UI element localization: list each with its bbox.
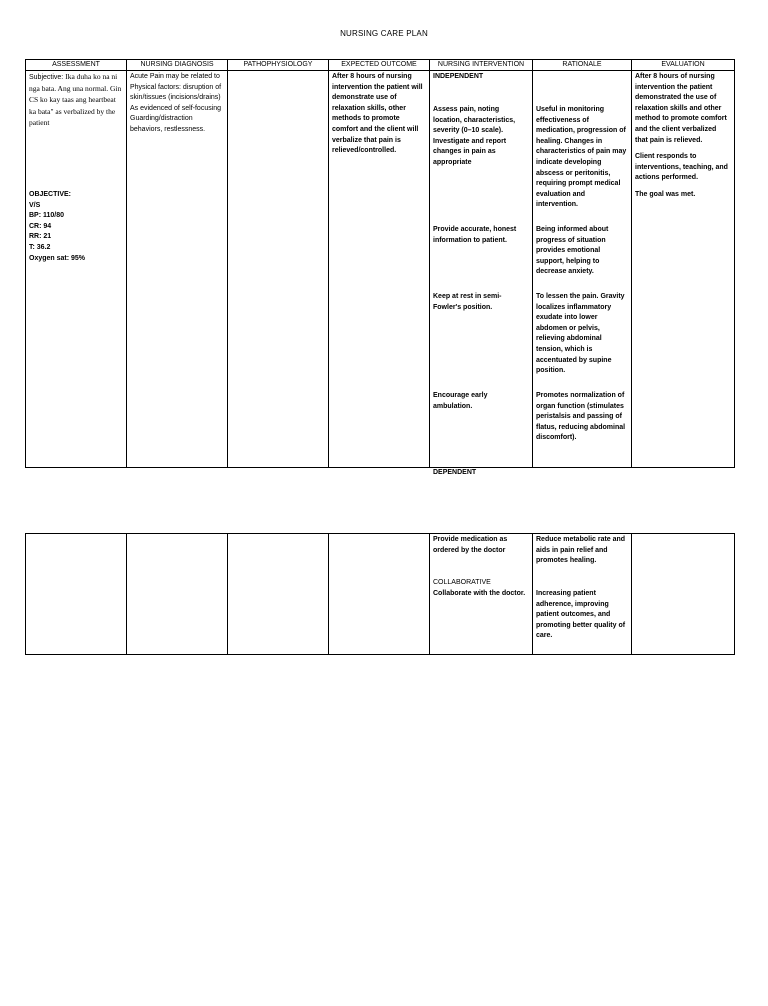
assessment-cell: [26, 71, 127, 468]
header-evaluation: EVALUATION: [632, 60, 735, 71]
care-plan-row-continued: [26, 534, 735, 655]
page-title: NURSING CARE PLAN: [340, 29, 428, 38]
evaluation-outcome: After 8 hours of nursing intervention the patient demonstrated the use of relaxation skills and other method to promote comfort and the client verbalized that pain is relieved.: [635, 73, 727, 144]
rationale-monitoring: Useful in monitoring effectiveness of medication, progression of healing. Changes in characteristics of pain may indicate developing abscess or peritonitis, requiring prompt medical evaluation and intervention.: [536, 106, 627, 209]
header-pathophysiology: PATHOPHYSIOLOGY: [228, 60, 329, 71]
vital-signs-label: V/S: [29, 201, 41, 209]
assessment-cell-continued: [26, 534, 127, 655]
objective-label: OBJECTIVE:: [29, 190, 72, 198]
rationale-informed: Being informed about progress of situation provides emotional support, helping to decrease anxiety.: [536, 226, 609, 276]
nursing-diagnosis-cell: [127, 71, 228, 468]
rationale-lessen-pain: To lessen the pain. Gravity localizes inflammatory exudate into lower abdomen or pelvis, relieving abdominal tension, which is accentuated by supine position.: [536, 293, 625, 375]
care-plan-table: [25, 59, 735, 476]
nursing-diagnosis-cell-continued: [127, 534, 228, 655]
care-plan-row: [26, 71, 735, 468]
dependent-label: DEPENDENT: [433, 469, 477, 476]
subjective-label: Subjective:: [29, 74, 64, 81]
header-nursing-intervention: NURSING INTERVENTION: [430, 60, 533, 71]
evaluation-cell: [632, 71, 735, 468]
evaluation-client-response: Client responds to interventions, teaching, and actions performed.: [635, 153, 728, 182]
evaluation-cell-continued: [632, 534, 735, 655]
independent-label: INDEPENDENT: [433, 73, 484, 80]
intervention-provide-medication: Provide medication as ordered by the doctor: [433, 536, 508, 554]
vital-temperature: T: 36.2: [29, 243, 51, 251]
evaluation-goal-status: The goal was met.: [635, 190, 696, 198]
expected-outcome-cell-continued: [329, 534, 430, 655]
expected-outcome-cell: [329, 71, 430, 468]
header-nursing-diagnosis: NURSING DIAGNOSIS: [127, 60, 228, 71]
subjective-text: Ika duha ko na ni nga bata. Ang una normal. Gin CS ko kay taas ang heartbeat ka bata" as verbalized by the patient: [29, 72, 122, 128]
vital-rr: RR: 21: [29, 233, 52, 241]
rationale-metabolic-rate: Reduce metabolic rate and aids in pain relief and promotes healing.: [536, 536, 626, 565]
pathophysiology-cell: [228, 71, 329, 468]
intervention-semi-fowler: Keep at rest in semi-Fowler's position.: [433, 293, 502, 311]
header-rationale: RATIONALE: [533, 60, 632, 71]
intervention-collaborate-doctor: Collaborate with the doctor.: [433, 590, 526, 597]
intervention-provide-information: Provide accurate, honest information to patient.: [433, 226, 517, 244]
pathophysiology-cell-continued: [228, 534, 329, 655]
nursing-intervention-cell: [430, 71, 533, 476]
care-plan-table-continued: [25, 533, 735, 655]
intervention-early-ambulation: Encourage early ambulation.: [433, 392, 488, 410]
vital-cr: CR: 94: [29, 222, 52, 230]
vital-bp: BP: 110/80: [29, 212, 65, 220]
header-row: [26, 60, 735, 71]
vital-oxygen-sat: Oxygen sat: 95%: [29, 254, 86, 262]
expected-outcome-text: After 8 hours of nursing intervention the patient will demonstrate use of relaxation skills, other methods to promote comfort and the client will verbalize that pain is relieved/controlled.: [332, 73, 423, 155]
rationale-organ-function: Promotes normalization of organ function (stimulates peristalsis and passing of flatus, reducing abdominal discomfort).: [536, 392, 626, 442]
rationale-patient-adherence: Increasing patient adherence, improving patient outcomes, and promoting better quality of care.: [536, 590, 626, 640]
nursing-intervention-cell-continued: [430, 534, 533, 655]
header-assessment: ASSESSMENT: [26, 60, 127, 71]
collaborative-label: COLLABORATIVE: [433, 579, 491, 586]
rationale-cell-continued: [533, 534, 632, 655]
intervention-assess-pain: Assess pain, noting location, characteristics, severity (0–10 scale). Investigate and report changes in pain as appropriate: [433, 106, 516, 166]
header-expected-outcome: EXPECTED OUTCOME: [329, 60, 430, 71]
rationale-cell: [533, 71, 632, 468]
nursing-diagnosis-text: Acute Pain may be related to Physical factors: disruption of skin/tissues (incisions/drains) As evidenced of self-focusing Guarding/distraction behaviors, restlessness.: [130, 73, 222, 133]
